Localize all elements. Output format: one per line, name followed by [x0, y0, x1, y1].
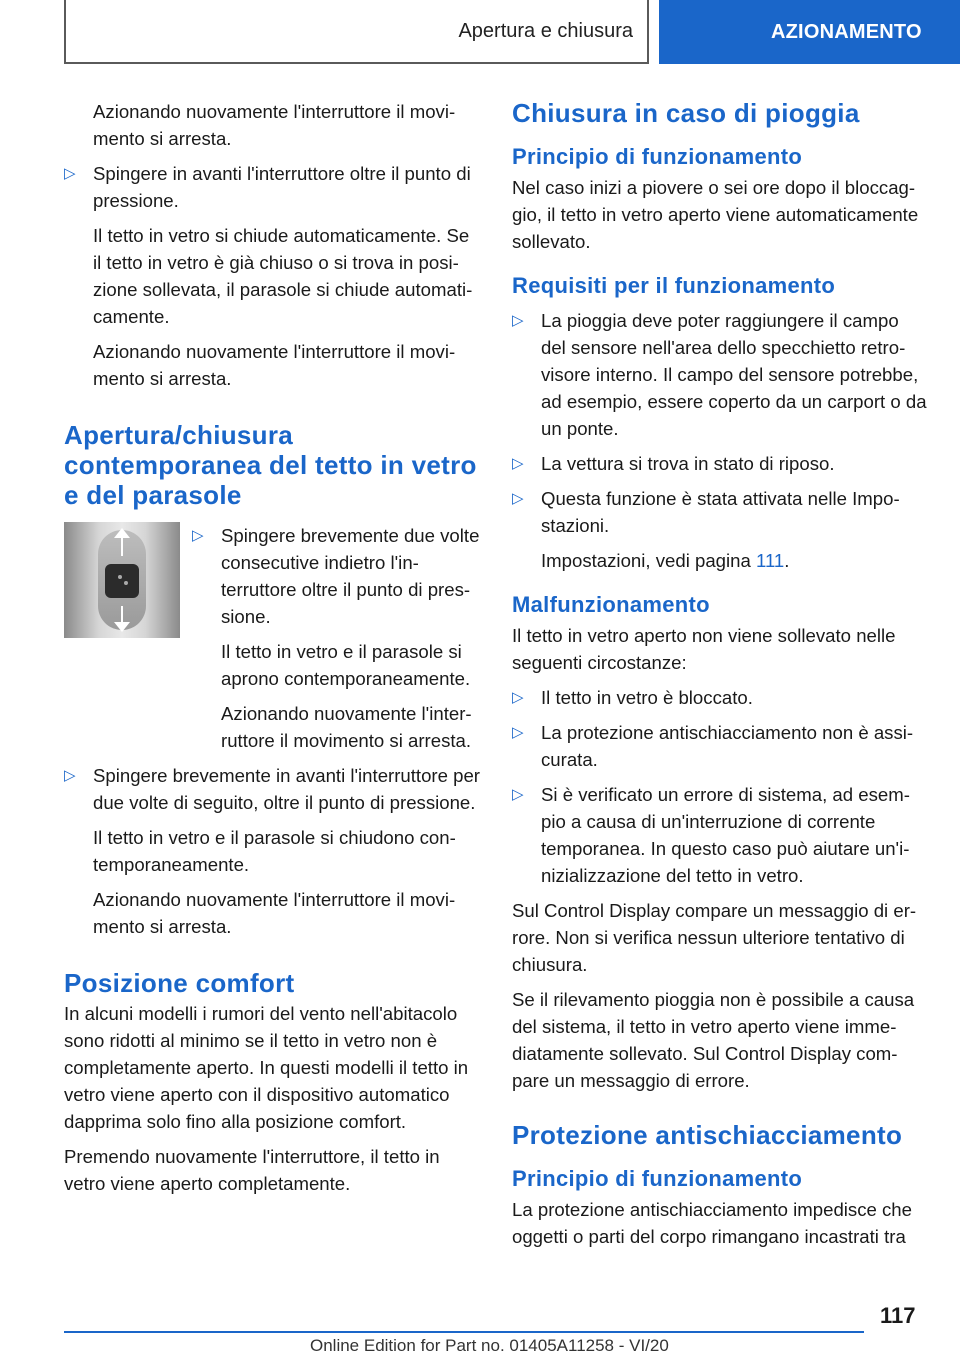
paragraph: Premendo nuovamente l'interruttore, il tetto in vetro viene aperto completamente. [64, 1146, 440, 1194]
heading-sync: Apertura/chiusura contemporanea del tetto in vetro e del parasole [64, 420, 477, 510]
heading-malfunction: Malfunzionamento [512, 592, 710, 617]
header-section-tab [64, 0, 649, 64]
heading-requirements: Requisiti per il funzionamento [512, 273, 836, 298]
list-item [512, 307, 928, 442]
bullet-triangle-icon: ▷ [64, 165, 76, 182]
bullet-triangle-icon: ▷ [512, 455, 524, 472]
bullet-triangle-icon: ▷ [512, 490, 524, 507]
list-item-text: Spingere brevemente in avanti l'interruttore per due volte di seguito, oltre il punto di pressione. [93, 765, 481, 813]
heading-principle: Principio di funzionamento [512, 144, 803, 169]
paragraph: Il tetto in vetro e il parasole si aprono contemporaneamente. [221, 641, 471, 689]
header-chapter-title: AZIONAMENTO [771, 20, 922, 43]
list-item [512, 450, 928, 477]
paragraph: Sul Control Display compare un messaggio di errore. Non si verifica nessun ulteriore tentativo di chiusura. [512, 900, 917, 975]
list-item [512, 485, 928, 539]
heading-comfort: Posizione comfort [64, 968, 295, 998]
heading-pinch-protection: Protezione antischiacciamento [512, 1120, 903, 1150]
paragraph [512, 547, 928, 574]
paragraph: Azionando nuovamente l'interruttore il movimento si arresta. [221, 703, 472, 751]
paragraph: Se il rilevamento pioggia non è possibile a causa del sistema, il tetto in vetro aperto viene immediatamente sollevato. Sul Control Display compare un messaggio di errore. [512, 989, 915, 1091]
left-column [64, 98, 480, 1205]
paragraph: In alcuni modelli i rumori del vento nell'abitacolo sono ridotti al minimo se il tetto in vetro non è completamente aperto. In questi modelli il tetto in vetro viene aperto con il dispositivo automatico dapprima solo fino alla posizione comfort. [64, 1003, 469, 1132]
bullet-triangle-icon: ▷ [512, 786, 524, 803]
paragraph: Azionando nuovamente l'interruttore il movimento si arresta. [93, 341, 456, 389]
paragraph: La protezione antischiacciamento impedisce che oggetti o parti del corpo rimangano incastrati tra [512, 1199, 912, 1247]
page-ref-link[interactable]: 111 [756, 550, 785, 571]
list-item-text: Il tetto in vetro è bloccato. [541, 687, 753, 708]
list-item-text: La pioggia deve poter raggiungere il campo del sensore nell'area dello specchietto retrovisore interno. Il campo del sensore potrebbe, ad esempio, essere coperto da un carport o da un ponte. [541, 310, 927, 439]
paragraph: Azionando nuovamente l'interruttore il movimento si arresta. [93, 101, 456, 149]
bullet-triangle-icon: ▷ [512, 312, 524, 329]
list-item [192, 522, 480, 630]
bullet-triangle-icon: ▷ [192, 527, 204, 544]
list-item [64, 762, 480, 816]
bullet-triangle-icon: ▷ [64, 767, 76, 784]
footer-divider [64, 1331, 864, 1333]
list-item-text: Spingere in avanti l'interruttore oltre il punto di pressione. [93, 163, 471, 211]
right-column [512, 98, 928, 1258]
list-item-text: Si è verificato un errore di sistema, ad esempio a causa di un'interruzione di corrente temporanea. In questo caso può aiutare un'inizializzazione del tetto in vetro. [541, 784, 910, 886]
page-ref-suffix: . [784, 550, 790, 571]
paragraph: Il tetto in vetro aperto non viene sollevato nelle seguenti circostanze: [512, 625, 896, 673]
list-item-text: La protezione antischiacciamento non è assicurata. [541, 722, 914, 770]
paragraph: Nel caso inizi a piovere o sei ore dopo il bloccaggio, il tetto in vetro aperto viene automaticamente sollevato. [512, 177, 919, 252]
list-item-text: Spingere brevemente due volte consecutive indietro l'interruttore oltre il punto di pressione. [221, 525, 480, 627]
heading-principle-2: Principio di funzionamento [512, 1166, 803, 1191]
heading-rain: Chiusura in caso di pioggia [512, 98, 860, 128]
switch-illustration [64, 522, 180, 638]
bullet-triangle-icon: ▷ [512, 689, 524, 706]
page-ref-prefix: Impostazioni, vedi pagina [541, 550, 756, 571]
footer-edition: Online Edition for Part no. 01405A11258 - VI/20 [310, 1336, 669, 1355]
list-item [512, 684, 928, 711]
header-section-title: Apertura e chiusura [458, 19, 633, 42]
paragraph: Il tetto in vetro e il parasole si chiudono contemporaneamente. [93, 827, 456, 875]
list-item [512, 781, 928, 889]
page-number: 117 [880, 1303, 916, 1328]
bullet-triangle-icon: ▷ [512, 724, 524, 741]
list-item-text: La vettura si trova in stato di riposo. [541, 453, 835, 474]
list-item-text: Questa funzione è stata attivata nelle Impostazioni. [541, 488, 900, 536]
list-item [64, 160, 480, 214]
figure-block [64, 522, 480, 762]
paragraph: Il tetto in vetro si chiude automaticamente. Se il tetto in vetro è già chiuso o si trova in posizione sollevata, il parasole si chiude automaticamente. [93, 225, 473, 327]
list-item [512, 719, 928, 773]
header-chapter-tab [659, 0, 960, 64]
paragraph: Azionando nuovamente l'interruttore il movimento si arresta. [93, 889, 456, 937]
